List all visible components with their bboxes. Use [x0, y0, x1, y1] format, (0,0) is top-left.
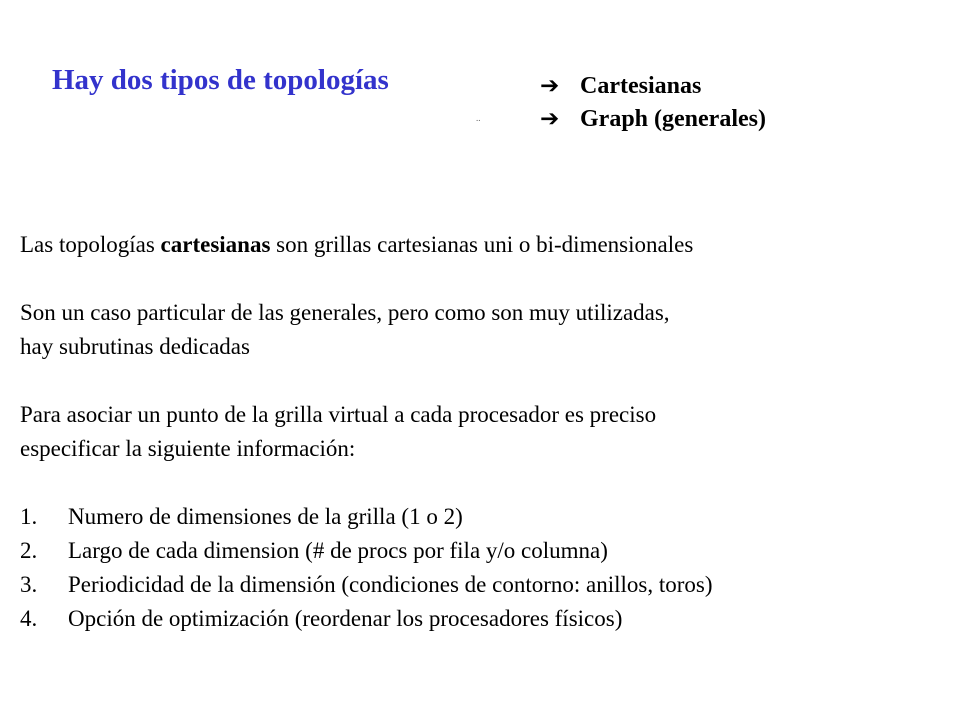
list-item [20, 602, 955, 636]
right-arrow-icon: ➔ [540, 73, 560, 99]
small-mark: .. [476, 113, 481, 123]
right-arrow-icon: ➔ [540, 106, 560, 132]
list-text: Periodicidad de la dimensión (condiciones de contorno: anillos, toros) [68, 572, 713, 597]
list-item [20, 500, 955, 534]
list-item [20, 568, 955, 602]
paragraph-text: Las topologías [20, 232, 161, 257]
numbered-list [20, 500, 955, 636]
paragraph-line: Son un caso particular de las generales, pero como son muy utilizadas, [20, 300, 670, 325]
paragraph-cartesian-definition [20, 228, 955, 262]
emphasized-term: cartesianas [160, 232, 271, 257]
paragraph-line: Para asociar un punto de la grilla virtual a cada procesador es preciso [20, 402, 657, 427]
paragraph-special-case [20, 296, 955, 364]
topology-type-label: Graph (generales) [580, 106, 766, 132]
slide-body [20, 228, 955, 636]
list-text: Opción de optimización (reordenar los procesadores físicos) [68, 606, 623, 631]
paragraph-line: especificar la siguiente información: [20, 436, 356, 461]
topology-types-list [540, 70, 766, 136]
topology-type-graph [540, 103, 766, 136]
paragraph-required-info [20, 398, 955, 466]
slide-title: Hay dos tipos de topologías [52, 64, 389, 96]
paragraph-text: son grillas cartesianas uni o bi-dimensionales [270, 232, 694, 257]
list-number: 4. [20, 606, 38, 631]
topology-type-cartesian [540, 70, 766, 103]
list-number: 2. [20, 538, 38, 563]
list-number: 3. [20, 572, 38, 597]
list-text: Largo de cada dimension (# de procs por fila y/o columna) [68, 538, 608, 563]
list-item [20, 534, 955, 568]
topology-type-label: Cartesianas [580, 73, 702, 99]
list-number: 1. [20, 504, 38, 529]
list-text: Numero de dimensiones de la grilla (1 o 2) [68, 504, 463, 529]
paragraph-line: hay subrutinas dedicadas [20, 334, 250, 359]
